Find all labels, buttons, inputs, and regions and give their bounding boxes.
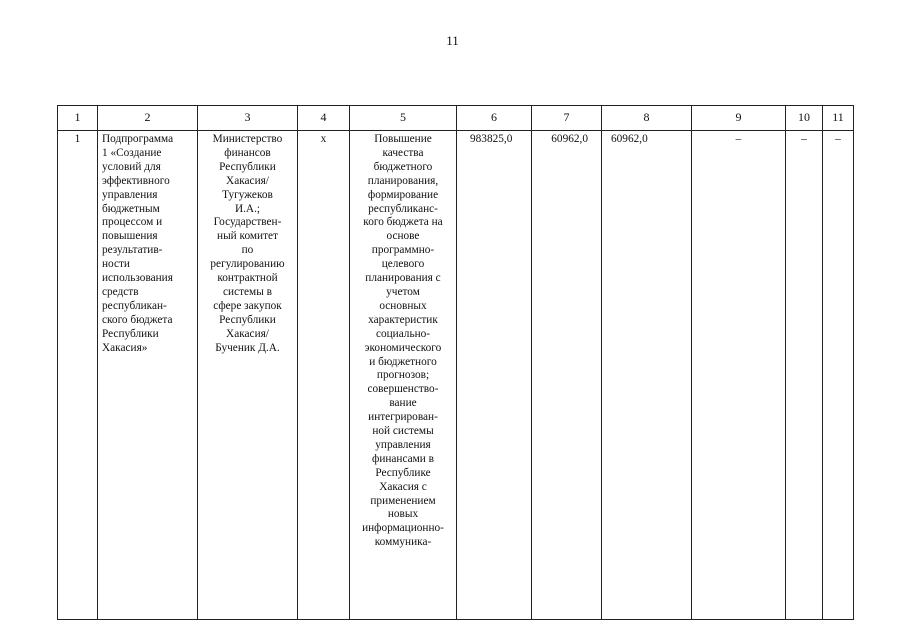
cell-text-line: Республики — [219, 313, 276, 326]
cell-text-line: формирование — [367, 188, 439, 201]
cell-text-line: ной системы — [372, 425, 434, 438]
table-header-row — [58, 106, 854, 131]
header-cell: 8 — [602, 106, 692, 131]
cell-text-line: применением — [370, 494, 436, 507]
table-row — [58, 131, 854, 620]
row-number-cell: 1 — [58, 131, 98, 620]
cell-text-line: планирования, — [367, 174, 439, 187]
cell-text-line: финансов — [224, 146, 271, 159]
col11-cell: – — [823, 131, 854, 620]
cell-text-line: характеристик — [368, 313, 438, 326]
cell-text-line: контрактной — [217, 272, 278, 285]
header-cell: 6 — [457, 106, 532, 131]
col9-cell: – — [692, 131, 786, 620]
cell-text-line: Бученик Д.А. — [215, 341, 280, 354]
cell-text-line: Республики — [102, 327, 159, 340]
cell-text-line: Повышение — [374, 133, 432, 145]
header-cell: 1 — [58, 106, 98, 131]
header-cell: 5 — [350, 106, 457, 131]
cell-text-line: коммуника- — [374, 536, 432, 549]
header-cell: 10 — [786, 106, 823, 131]
page-number: 11 — [446, 33, 459, 48]
cell-text-line: совершенство- — [367, 383, 439, 396]
cell-text-line: интегрирован- — [368, 411, 438, 424]
cell-text-line: и бюджетного — [369, 355, 437, 368]
cell-text-line: условий для — [102, 160, 161, 173]
cell-text-line: процессом и — [102, 216, 163, 229]
cell-text-line: управления — [102, 188, 158, 201]
cell-text-line: финансами в — [372, 452, 434, 465]
cell-text-line: социально- — [375, 327, 431, 340]
cell-text-line: Хакасия/ — [226, 327, 269, 340]
budget-table — [57, 105, 854, 620]
header-cell: 7 — [532, 106, 602, 131]
cell-text-line: планирования с — [365, 272, 441, 285]
cell-text-line: ности — [102, 258, 130, 271]
cell-text-line: бюджетным — [102, 202, 160, 215]
cell-text-line: вание — [389, 397, 417, 410]
cell-text-line: республиканс- — [368, 202, 438, 215]
cell-text-line: Подпрограмма — [102, 133, 174, 145]
cell-text-line: бюджетного — [373, 160, 433, 173]
cell-text-line: 1 «Создание — [102, 146, 162, 159]
cell-text-line: ского бюджета — [102, 313, 173, 326]
cell-text-line: ный комитет — [217, 230, 278, 243]
header-cell: 3 — [198, 106, 298, 131]
cell-text-line: Республике — [375, 466, 431, 479]
cell-text-line: экономического — [364, 341, 442, 354]
cell-text-line: результатив- — [102, 244, 163, 257]
cell-text-line: системы в — [223, 285, 272, 298]
cell-text-line: эффективного — [102, 174, 170, 187]
cell-text-line: качества — [382, 146, 424, 159]
cell-text-line: по — [241, 244, 254, 257]
cell-text-line: повышения — [102, 230, 158, 243]
cell-text-line: Хакасия с — [379, 480, 427, 493]
cell-text-line: управления — [375, 438, 431, 451]
amount-total-cell: 983825,0 — [457, 131, 532, 620]
col4-cell: x — [298, 131, 350, 620]
cell-text-line: основе — [386, 230, 420, 243]
program-name-cell — [98, 131, 198, 620]
col10-cell: – — [786, 131, 823, 620]
cell-text-line: кого бюджета на — [363, 216, 443, 229]
header-cell: 2 — [98, 106, 198, 131]
cell-text-line: И.А.; — [234, 202, 261, 215]
cell-text-line: прогнозов; — [376, 369, 430, 382]
cell-text-line: основных — [379, 299, 427, 312]
cell-text-line: регулированию — [210, 258, 285, 271]
cell-text-line: сфере закупок — [213, 299, 282, 312]
cell-text-line: учетом — [386, 285, 420, 298]
cell-text-line: республикан- — [102, 299, 167, 312]
cell-text-line: Хакасия/ — [226, 174, 269, 187]
amount-col8-cell: 60962,0 — [602, 131, 692, 620]
amount-col7-cell: 60962,0 — [532, 131, 602, 620]
header-cell: 9 — [692, 106, 786, 131]
goal-cell — [350, 131, 457, 620]
cell-text-line: Хакасия» — [102, 341, 148, 354]
cell-text-line: Республики — [219, 160, 276, 173]
header-cell: 4 — [298, 106, 350, 131]
cell-text-line: средств — [102, 285, 139, 298]
cell-text-line: новых — [387, 508, 419, 521]
cell-text-line: целевого — [381, 258, 425, 271]
cell-text-line: Тугужеков — [222, 188, 273, 201]
executor-cell — [198, 131, 298, 620]
cell-text-line: Министерство — [212, 133, 283, 145]
header-cell: 11 — [823, 106, 854, 131]
cell-text-line: Государствен- — [213, 216, 282, 229]
cell-text-line: программно- — [371, 244, 435, 257]
cell-text-line: информационно- — [362, 522, 444, 535]
cell-text-line: использования — [102, 272, 173, 285]
